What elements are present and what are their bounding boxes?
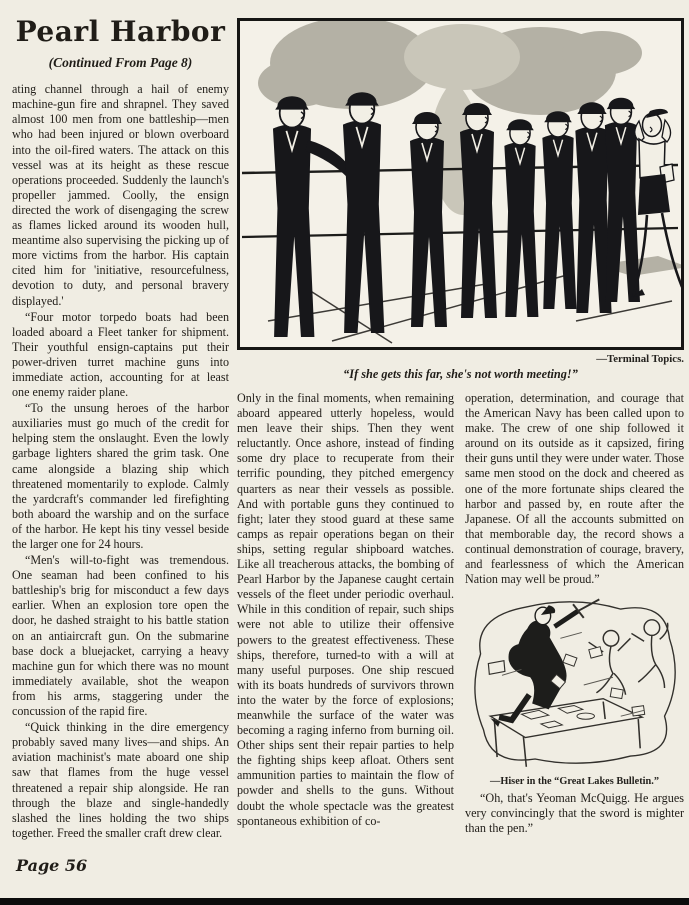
mcquigg-cartoon-illustration (465, 597, 684, 775)
article-paragraph: operation, determination, and courage that the American Navy has been called upon to make. The crew of one ship followed it around on its outside as it capsized, firing their guns until they were under water. Those same men stood on the dock and cheered as one of the more fortunate ships cleared the harbor and passed by, en route after the Japanese. Of all the accounts submitted on that memborable day, the record shows a continual demonstration of courage, bravery, and fearlessness of which the American Nation may well be proud.” (465, 391, 684, 587)
article-paragraph: “To the unsung heroes of the harbor auxiliaries must go much of the credit for helping stem the onslaught. Even the lowly garbage lighters shared the grim task. One came alongside a blazing ship which threatened momentarily to explode. Calmly the yardcraft's commander led firefighting both aboard the warship and on the surface of the harbor. He kept his tiny vessel beside the larger one for 24 hours. (12, 401, 229, 551)
continued-from-note: (Continued From Page 8) (48, 55, 193, 71)
text-columns (237, 391, 684, 836)
mcquigg-cartoon (465, 597, 684, 775)
cartoon-attribution: —Hiser in the “Great Lakes Bulletin.” (490, 776, 659, 788)
page-number: Page 56 (16, 856, 88, 875)
left-column (12, 16, 229, 842)
article-paragraph: Only in the final moments, when remaining aboard appeared utterly hopeless, would men leave their ships. Then they went reluctantly. Once ashore, instead of finding some dry place to recuperate from their terrific pounding, they pitched emergency quarters as near their vessels as possible. And with portable guns they continued to fight; later they stood guard at these same camps as repair operations began on their ships, setting regular shipboard watches. Like all treacherous attacks, the bombing of Pearl Harbor by the Japanese caught certain vessels of the fleet under periodic overhaul. While in this condition of repair, such ships were not able to utilize their offensive powers to the greatest effectiveness. These ships, therefore, turned-to with a will at many useful purposes. One ship rescued with its boats hundreds of survivors thrown into the water by the force of explosions; meanwhile the surface of the water was becoming a raging inferno from burning oil. Other ships sent their repair parties to help the fighting ships keep afloat. Others sent ammunition parties to maintain the flow of powder and shells to the guns. Without doubt the whole spectacle was the greatest spontaneous exhibition of co- (237, 391, 454, 828)
cartoon-caption: “If she gets this far, she's not worth meeting!” (343, 367, 578, 381)
right-block (237, 18, 684, 836)
article-paragraph: “Four motor torpedo boats had been loaded aboard a Fleet tanker for shipment. Their youthful ensign-captains put their power-driven turret machine guns into immediate action, accounting for at least one enemy raider plane. (12, 309, 229, 400)
cartoon-caption: “Oh, that's Yeoman McQuigg. He argues very convincingly that the sword is mighter than the pen.” (465, 791, 684, 836)
page-title: Pearl Harbor (15, 15, 226, 48)
right-column (465, 391, 684, 836)
sailors-cartoon (237, 18, 684, 350)
article-paragraph: ating channel through a hail of enemy machine-gun fire and shrapnel. They saved almost 100 men from one battleship—men who had been injured or blown overboard into the oil-fired waters. The attack on this vessel was at its height as these rescue operations proceeded. Suddenly the launch's propeller jammed. Coolly, the ensign directed the work of disengaging the screw as flames licked around its wooden hull, meantime also supervising the picking up of more victims from the harbor. His captain cited him for 'initiative, resourcefulness, devotion to duty, and personal bravery displayed.' (12, 82, 229, 308)
scan-edge-band (0, 898, 689, 905)
sailors-cartoon-illustration (240, 21, 681, 347)
left-column-text (12, 82, 229, 841)
cartoon-attribution: —Terminal Topics. (596, 353, 684, 365)
article-paragraph: “Quick thinking in the dire emergency probably saved many lives—and ships. An aviation machinist's mate aboard one ship saw that flames from the huge vessel threatened a repair ship alongside. He ran through the blaze and single-handedly slashed the lines holding the two ships together. Freed the smaller craft drew clear. (12, 720, 229, 840)
middle-column (237, 391, 454, 836)
article-paragraph: “Men's will-to-fight was tremendous. One seaman had been confined to his battleship's brig for misconduct a few days earlier. When an explosion tore open the door, he dashed straight to his battle station on an antiaircraft gun. On the submarine base dock a bluejacket, carrying a heavy machine gun for which there was no mount immediately available, shot the weapon from his arms, staggering under the concussion of the rapid fire. (12, 553, 229, 719)
